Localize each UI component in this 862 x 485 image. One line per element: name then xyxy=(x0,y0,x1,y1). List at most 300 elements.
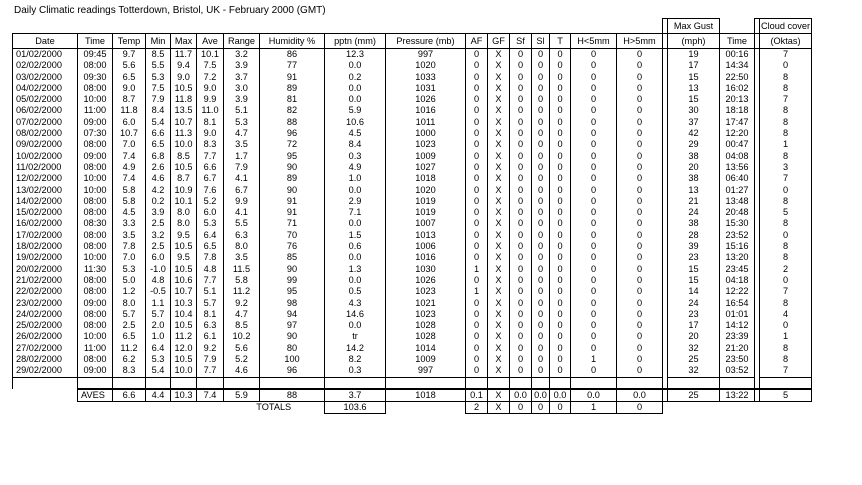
value-cell: 23:52 xyxy=(720,230,755,241)
average-value: 0.0 xyxy=(617,389,663,402)
empty-cell xyxy=(13,19,78,34)
total-value: 0 xyxy=(550,401,571,413)
table-row xyxy=(13,320,812,331)
value-cell: 4.3 xyxy=(325,298,386,309)
value-cell: 08:00 xyxy=(78,286,113,297)
gust-time-header: Time xyxy=(720,34,755,49)
value-cell: 5.5 xyxy=(224,218,260,229)
value-cell: 08:00 xyxy=(78,162,113,173)
empty-cell xyxy=(466,19,488,34)
value-cell: 0 xyxy=(532,241,550,252)
value-cell: 0 xyxy=(617,286,663,297)
empty-cell xyxy=(325,19,386,34)
value-cell: 0 xyxy=(617,72,663,83)
value-cell: X xyxy=(488,343,510,354)
value-cell: 0 xyxy=(550,173,571,184)
table-row xyxy=(13,286,812,297)
value-cell: 1023 xyxy=(386,309,466,320)
empty-cell xyxy=(510,19,532,34)
table-row xyxy=(13,207,812,218)
value-cell: 0 xyxy=(550,128,571,139)
value-cell: 11.0 xyxy=(197,105,224,116)
value-cell: 14.6 xyxy=(325,309,386,320)
value-cell: 1013 xyxy=(386,230,466,241)
empty-cell xyxy=(78,19,113,34)
value-cell: 0 xyxy=(550,185,571,196)
date-cell: 20/02/2000 xyxy=(13,264,78,275)
value-cell: X xyxy=(488,83,510,94)
value-cell: 4.8 xyxy=(197,264,224,275)
value-cell: 0 xyxy=(617,60,663,71)
value-cell: 3.5 xyxy=(224,139,260,150)
value-cell: 0 xyxy=(510,185,532,196)
value-cell: 8 xyxy=(760,252,812,263)
value-cell: 4 xyxy=(760,309,812,320)
value-cell: 10.6 xyxy=(171,275,197,286)
date-cell: 27/02/2000 xyxy=(13,343,78,354)
value-cell: 0 xyxy=(617,218,663,229)
value-cell: 0 xyxy=(532,207,550,218)
value-cell: 1023 xyxy=(386,286,466,297)
value-cell: 0 xyxy=(571,230,617,241)
average-value: 5.9 xyxy=(224,389,260,402)
column-header: GF xyxy=(488,34,510,49)
value-cell: 5.3 xyxy=(113,264,146,275)
empty-cell xyxy=(197,401,224,413)
value-cell: 8.4 xyxy=(146,105,171,116)
table-row xyxy=(13,241,812,252)
spacer-cell xyxy=(224,377,260,389)
value-cell: 0.5 xyxy=(325,286,386,297)
value-cell: 0 xyxy=(617,365,663,377)
value-cell: 2.6 xyxy=(146,162,171,173)
value-cell: 08:00 xyxy=(78,139,113,150)
value-cell: 08:00 xyxy=(78,275,113,286)
value-cell: 0.0 xyxy=(325,252,386,263)
value-cell: 0 xyxy=(466,173,488,184)
value-cell: 0 xyxy=(550,331,571,342)
value-cell: 8 xyxy=(760,196,812,207)
value-cell: 2.5 xyxy=(146,241,171,252)
value-cell: X xyxy=(488,128,510,139)
value-cell: 0 xyxy=(550,105,571,116)
value-cell: 13:20 xyxy=(720,252,755,263)
value-cell: 9.0 xyxy=(113,83,146,94)
value-cell: 0 xyxy=(617,94,663,105)
value-cell: 5.4 xyxy=(146,117,171,128)
table-row xyxy=(13,331,812,342)
date-cell: 23/02/2000 xyxy=(13,298,78,309)
value-cell: X xyxy=(488,94,510,105)
value-cell: 0.2 xyxy=(325,72,386,83)
value-cell: 09:00 xyxy=(78,298,113,309)
value-cell: 08:00 xyxy=(78,241,113,252)
average-value: 88 xyxy=(260,389,325,402)
value-cell: X xyxy=(488,230,510,241)
value-cell: 0 xyxy=(571,252,617,263)
value-cell: 08:00 xyxy=(78,207,113,218)
average-value: 0.0 xyxy=(571,389,617,402)
value-cell: 0 xyxy=(617,298,663,309)
value-cell: 9.5 xyxy=(171,230,197,241)
value-cell: 10.1 xyxy=(197,49,224,61)
spacer-cell xyxy=(720,377,755,389)
column-header: pptn (mm) xyxy=(325,34,386,49)
table-row xyxy=(13,117,812,128)
value-cell: 5.9 xyxy=(325,105,386,116)
value-cell: X xyxy=(488,207,510,218)
spacer-cell xyxy=(260,377,325,389)
value-cell: 03:52 xyxy=(720,365,755,377)
value-cell: 17 xyxy=(668,320,720,331)
value-cell: 1033 xyxy=(386,72,466,83)
value-cell: 24 xyxy=(668,207,720,218)
value-cell: 9.0 xyxy=(197,128,224,139)
value-cell: 0 xyxy=(532,128,550,139)
spacer-cell xyxy=(325,377,386,389)
value-cell: 5.7 xyxy=(113,309,146,320)
value-cell: 91 xyxy=(260,207,325,218)
value-cell: 0 xyxy=(466,72,488,83)
spacer-cell xyxy=(386,377,466,389)
value-cell: 5.6 xyxy=(113,60,146,71)
value-cell: 6.5 xyxy=(146,139,171,150)
value-cell: 10.3 xyxy=(171,298,197,309)
value-cell: 0 xyxy=(550,218,571,229)
value-cell: 0 xyxy=(571,162,617,173)
value-cell: 6.0 xyxy=(197,207,224,218)
value-cell: 0 xyxy=(617,49,663,61)
value-cell: 12:22 xyxy=(720,286,755,297)
value-cell: 7 xyxy=(760,94,812,105)
value-cell: 5.1 xyxy=(197,286,224,297)
column-header: Time xyxy=(78,34,113,49)
value-cell: 0 xyxy=(532,72,550,83)
value-cell: 10:00 xyxy=(78,331,113,342)
value-cell: 6.4 xyxy=(146,343,171,354)
value-cell: 1 xyxy=(760,139,812,150)
value-cell: 0 xyxy=(466,162,488,173)
value-cell: 0 xyxy=(510,218,532,229)
value-cell: 19 xyxy=(668,49,720,61)
empty-cell xyxy=(260,19,325,34)
value-cell: 4.6 xyxy=(146,173,171,184)
value-cell: 0 xyxy=(617,264,663,275)
column-header: Max xyxy=(171,34,197,49)
value-cell: 6.5 xyxy=(197,241,224,252)
value-cell: X xyxy=(488,365,510,377)
value-cell: 0 xyxy=(510,49,532,61)
value-cell: 9.2 xyxy=(197,343,224,354)
value-cell: 15:30 xyxy=(720,218,755,229)
value-cell: 0 xyxy=(510,331,532,342)
value-cell: X xyxy=(488,60,510,71)
value-cell: X xyxy=(488,309,510,320)
table-row xyxy=(13,72,812,83)
spacer-cell xyxy=(146,377,171,389)
value-cell: 38 xyxy=(668,173,720,184)
value-cell: 16:02 xyxy=(720,83,755,94)
average-value: 4.4 xyxy=(146,389,171,402)
value-cell: 0 xyxy=(571,218,617,229)
value-cell: 7.7 xyxy=(197,275,224,286)
value-cell: 0 xyxy=(466,49,488,61)
value-cell: 0 xyxy=(571,309,617,320)
value-cell: 0 xyxy=(550,94,571,105)
value-cell: 0.6 xyxy=(325,241,386,252)
value-cell: 1027 xyxy=(386,162,466,173)
table-row xyxy=(13,196,812,207)
value-cell: 0 xyxy=(532,309,550,320)
value-cell: 0 xyxy=(466,128,488,139)
value-cell: 0 xyxy=(510,72,532,83)
value-cell: 0 xyxy=(571,286,617,297)
value-cell: 1019 xyxy=(386,196,466,207)
value-cell: 8.5 xyxy=(146,49,171,61)
table-row xyxy=(13,252,812,263)
empty-cell xyxy=(113,401,146,413)
value-cell: 0 xyxy=(510,275,532,286)
value-cell: 8 xyxy=(760,128,812,139)
value-cell: 0 xyxy=(466,320,488,331)
value-cell: 0 xyxy=(510,162,532,173)
value-cell: 00:16 xyxy=(720,49,755,61)
value-cell: 42 xyxy=(668,128,720,139)
value-cell: 7.5 xyxy=(197,60,224,71)
value-cell: 0 xyxy=(532,343,550,354)
value-cell: 5.2 xyxy=(224,354,260,365)
cloud-header: Cloud cover xyxy=(760,19,812,34)
value-cell: 1026 xyxy=(386,275,466,286)
empty-cell xyxy=(146,19,171,34)
value-cell: 3.7 xyxy=(224,72,260,83)
value-cell: 96 xyxy=(260,365,325,377)
table-row xyxy=(13,365,812,377)
value-cell: 997 xyxy=(386,365,466,377)
value-cell: 8.0 xyxy=(171,207,197,218)
value-cell: 20 xyxy=(668,331,720,342)
value-cell: 10.5 xyxy=(171,162,197,173)
value-cell: 1020 xyxy=(386,185,466,196)
empty-cell xyxy=(720,19,755,34)
value-cell: 09:45 xyxy=(78,49,113,61)
value-cell: 0.3 xyxy=(325,365,386,377)
value-cell: 10.0 xyxy=(171,139,197,150)
value-cell: 7.1 xyxy=(325,207,386,218)
value-cell: X xyxy=(488,117,510,128)
total-pptn: 103.6 xyxy=(325,401,386,413)
value-cell: 6.4 xyxy=(197,230,224,241)
value-cell: 2.9 xyxy=(325,196,386,207)
value-cell: 5.8 xyxy=(113,196,146,207)
value-cell: 0 xyxy=(466,60,488,71)
value-cell: X xyxy=(488,72,510,83)
average-value: 0.0 xyxy=(532,389,550,402)
value-cell: 0 xyxy=(550,139,571,150)
value-cell: 10.1 xyxy=(171,196,197,207)
value-cell: 29 xyxy=(668,139,720,150)
value-cell: 7.4 xyxy=(113,151,146,162)
value-cell: 97 xyxy=(260,320,325,331)
value-cell: 0 xyxy=(550,49,571,61)
value-cell: 2 xyxy=(760,264,812,275)
value-cell: 6.5 xyxy=(113,331,146,342)
average-value: 0.1 xyxy=(466,389,488,402)
value-cell: 0 xyxy=(550,298,571,309)
value-cell: 1.2 xyxy=(113,286,146,297)
empty-cell xyxy=(532,19,550,34)
value-cell: 1 xyxy=(760,331,812,342)
value-cell: 20 xyxy=(668,162,720,173)
value-cell: 9.2 xyxy=(224,298,260,309)
value-cell: 0 xyxy=(510,60,532,71)
value-cell: 09:00 xyxy=(78,117,113,128)
value-cell: 10:00 xyxy=(78,185,113,196)
value-cell: 20:48 xyxy=(720,207,755,218)
value-cell: 0 xyxy=(466,196,488,207)
value-cell: 0 xyxy=(550,196,571,207)
value-cell: 2.5 xyxy=(146,218,171,229)
value-cell: 10.7 xyxy=(113,128,146,139)
value-cell: 4.7 xyxy=(224,309,260,320)
value-cell: 1.7 xyxy=(224,151,260,162)
date-cell: 28/02/2000 xyxy=(13,354,78,365)
average-value: 0.0 xyxy=(510,389,532,402)
spacer-cell xyxy=(550,377,571,389)
value-cell: 0 xyxy=(760,320,812,331)
column-header: Sf xyxy=(510,34,532,49)
value-cell: 82 xyxy=(260,105,325,116)
value-cell: 09:30 xyxy=(78,72,113,83)
value-cell: 0 xyxy=(617,230,663,241)
value-cell: 0 xyxy=(466,298,488,309)
value-cell: 1.0 xyxy=(325,173,386,184)
value-cell: 0 xyxy=(617,105,663,116)
value-cell: 0 xyxy=(617,185,663,196)
value-cell: X xyxy=(488,105,510,116)
column-header: Ave xyxy=(197,34,224,49)
value-cell: 13:56 xyxy=(720,162,755,173)
value-cell: 0.0 xyxy=(325,185,386,196)
value-cell: 1030 xyxy=(386,264,466,275)
value-cell: 0 xyxy=(532,162,550,173)
value-cell: 9.9 xyxy=(224,196,260,207)
value-cell: 1026 xyxy=(386,94,466,105)
value-cell: 32 xyxy=(668,343,720,354)
value-cell: 0 xyxy=(466,365,488,377)
value-cell: 08:00 xyxy=(78,83,113,94)
table-row xyxy=(13,343,812,354)
value-cell: 0 xyxy=(571,207,617,218)
value-cell: 0 xyxy=(617,117,663,128)
spacer-row xyxy=(13,377,812,389)
header-row xyxy=(13,34,812,49)
value-cell: X xyxy=(488,252,510,263)
value-cell: 8 xyxy=(760,241,812,252)
value-cell: 0 xyxy=(760,275,812,286)
value-cell: 09:00 xyxy=(78,365,113,377)
value-cell: 0 xyxy=(617,331,663,342)
total-value: 2 xyxy=(466,401,488,413)
average-value: X xyxy=(488,389,510,402)
value-cell: 11.3 xyxy=(171,128,197,139)
value-cell: 0 xyxy=(532,60,550,71)
value-cell: 85 xyxy=(260,252,325,263)
value-cell: 0 xyxy=(532,320,550,331)
value-cell: 23:45 xyxy=(720,264,755,275)
value-cell: 13 xyxy=(668,185,720,196)
value-cell: 0 xyxy=(532,264,550,275)
value-cell: 8 xyxy=(760,151,812,162)
value-cell: 0 xyxy=(571,241,617,252)
value-cell: 1 xyxy=(571,354,617,365)
value-cell: 0 xyxy=(532,117,550,128)
spacer-cell xyxy=(617,377,663,389)
value-cell: 0 xyxy=(571,173,617,184)
spacer-cell xyxy=(197,377,224,389)
table-row xyxy=(13,264,812,275)
value-cell: 0 xyxy=(617,128,663,139)
value-cell: 13 xyxy=(668,83,720,94)
value-cell: 0.0 xyxy=(325,218,386,229)
value-cell: 15:16 xyxy=(720,241,755,252)
value-cell: 10:00 xyxy=(78,252,113,263)
value-cell: 3.3 xyxy=(113,218,146,229)
value-cell: 1019 xyxy=(386,207,466,218)
value-cell: 1028 xyxy=(386,320,466,331)
value-cell: 0 xyxy=(466,139,488,150)
value-cell: 5.7 xyxy=(197,298,224,309)
value-cell: 4.8 xyxy=(146,275,171,286)
value-cell: 0.0 xyxy=(325,83,386,94)
value-cell: 90 xyxy=(260,162,325,173)
value-cell: 0 xyxy=(571,139,617,150)
value-cell: 81 xyxy=(260,94,325,105)
average-value: 10.3 xyxy=(171,389,197,402)
value-cell: 5.8 xyxy=(113,185,146,196)
value-cell: 1028 xyxy=(386,331,466,342)
value-cell: 0 xyxy=(466,151,488,162)
total-value: 0 xyxy=(532,401,550,413)
value-cell: 3.0 xyxy=(224,83,260,94)
value-cell: 8 xyxy=(760,105,812,116)
total-value: X xyxy=(488,401,510,413)
value-cell: 0 xyxy=(617,139,663,150)
value-cell: 0 xyxy=(550,241,571,252)
value-cell: 08:00 xyxy=(78,309,113,320)
value-cell: X xyxy=(488,298,510,309)
value-cell: 15 xyxy=(668,72,720,83)
value-cell: 6.7 xyxy=(197,173,224,184)
value-cell: 10:00 xyxy=(78,94,113,105)
value-cell: X xyxy=(488,275,510,286)
value-cell: 10.7 xyxy=(171,117,197,128)
value-cell: 1011 xyxy=(386,117,466,128)
value-cell: 0 xyxy=(617,162,663,173)
value-cell: 0 xyxy=(510,343,532,354)
value-cell: 0 xyxy=(617,151,663,162)
value-cell: 08:00 xyxy=(78,196,113,207)
table-row xyxy=(13,128,812,139)
value-cell: 20:13 xyxy=(720,94,755,105)
value-cell: 0 xyxy=(617,252,663,263)
column-header: Sl xyxy=(532,34,550,49)
value-cell: 0 xyxy=(466,309,488,320)
value-cell: 08:00 xyxy=(78,320,113,331)
empty-cell xyxy=(171,401,197,413)
averages-label: AVES xyxy=(78,389,113,402)
value-cell: 4.5 xyxy=(325,128,386,139)
